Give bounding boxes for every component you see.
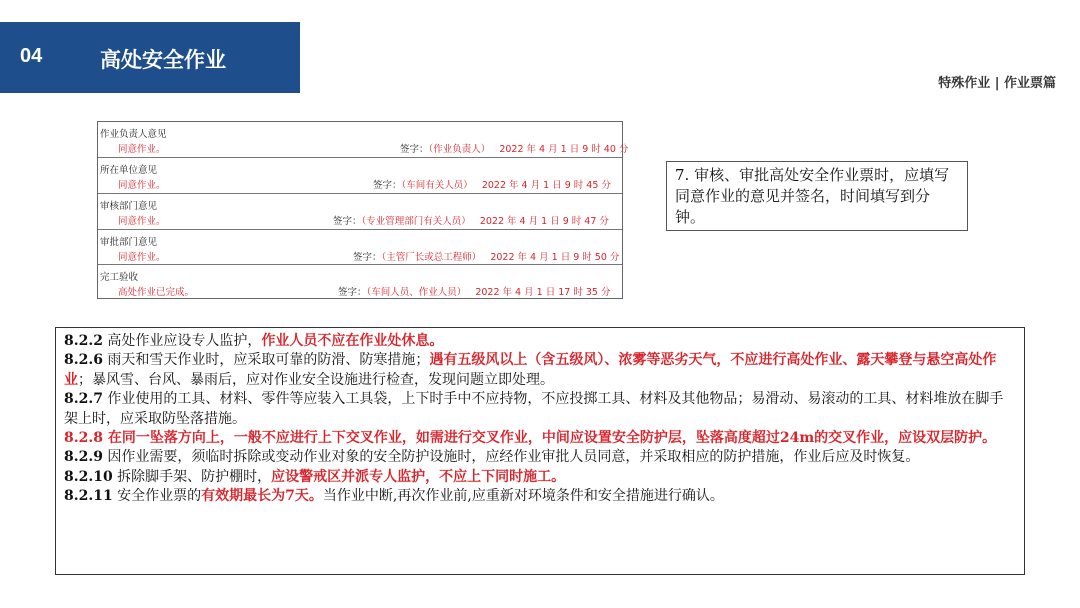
rules-box xyxy=(55,327,1025,575)
form-row-value: 同意作业。 xyxy=(118,180,166,191)
rule-8-2-10: 8.2.10 拆除脚手架、防护棚时，应设警戒区并派专人监护，不应上下同时施工。 xyxy=(64,468,566,485)
form-row-sign: 签字：（专业管理部门有关人员） 2022 年 4 月 1 日 9 时 47 分 xyxy=(333,216,609,227)
form-row-label: 完工验收 xyxy=(100,272,139,283)
form-row xyxy=(98,194,622,230)
form-row-value: 高处作业已完成。 xyxy=(118,287,195,298)
rule-8-2-8: 8.2.8 在同一坠落方向上，一般不应进行上下交叉作业，如需进行交叉作业，中间应设置安全防护层，坠落高度超过24m的交叉作业，应设双层防护。 xyxy=(64,430,997,447)
form-row xyxy=(98,122,629,158)
form-row-value: 同意作业。 xyxy=(118,144,166,155)
approval-form xyxy=(97,121,629,299)
form-row-sign: 签字：（车间有关人员） 2022 年 4 月 1 日 9 时 45 分 xyxy=(373,180,611,191)
form-row-sign: 签字：（主管厂长或总工程师） 2022 年 4 月 1 日 9 时 50 分 xyxy=(353,252,620,263)
rule-8-2-7: 8.2.7 作业使用的工具、材料、零件等应装入工具袋，上下时手中不应持物，不应投掷工具、材料及其他物品；易滑动、易滚动的工具、材料堆放在脚手架上时，应采取防坠落措施。 xyxy=(64,391,1004,427)
form-row-value: 同意作业。 xyxy=(118,216,166,227)
form-row xyxy=(98,230,622,265)
section-title: 高处安全作业 xyxy=(100,48,226,72)
rule-8-2-6: 8.2.6 雨天和雪天作业时，应采取可靠的防滑、防寒措施；遇有五级风以上（含五级风）、浓雾等恶劣天气，不应进行高处作业、露天攀登与悬空高处作业；暴风雪、台风、暴雨后，应对作业安全设施进行检查，发现问题立即处理。 xyxy=(64,352,997,388)
form-row-label: 作业负责人意见 xyxy=(100,129,167,140)
form-row-label: 审批部门意见 xyxy=(100,237,158,248)
form-row-sign: 签字：（车间人员、作业人员） 2022 年 4 月 1 日 17 时 35 分 xyxy=(338,287,611,298)
form-row-label: 所在单位意见 xyxy=(100,165,158,176)
form-row xyxy=(98,158,622,194)
form-row-sign: 签字：（作业负责人） 2022 年 4 月 1 日 9 时 40 分 xyxy=(400,144,629,155)
note-box: 7. 审核、审批高处安全作业票时，应填写同意作业的意见并签名，时间填写到分钟。 xyxy=(666,161,968,231)
category-label: 特殊作业 | 作业票篇 xyxy=(938,76,1056,91)
rule-8-2-9: 8.2.9 因作业需要，须临时拆除或变动作业对象的安全防护设施时，应经作业审批人员同意，并采取相应的防护措施，作业后应及时恢复。 xyxy=(64,449,920,466)
rule-8-2-11: 8.2.11 安全作业票的有效期最长为7天。当作业中断,再次作业前,应重新对环境条件和安全措施进行确认。 xyxy=(64,488,724,505)
form-row-label: 审核部门意见 xyxy=(100,201,158,212)
section-number: 04 xyxy=(20,45,43,67)
form-row xyxy=(98,265,622,298)
form-row-value: 同意作业。 xyxy=(118,252,166,263)
section-header xyxy=(0,22,300,93)
rule-8-2-2: 8.2.2 高处作业应设专人监护，作业人员不应在作业处休息。 xyxy=(64,333,444,349)
